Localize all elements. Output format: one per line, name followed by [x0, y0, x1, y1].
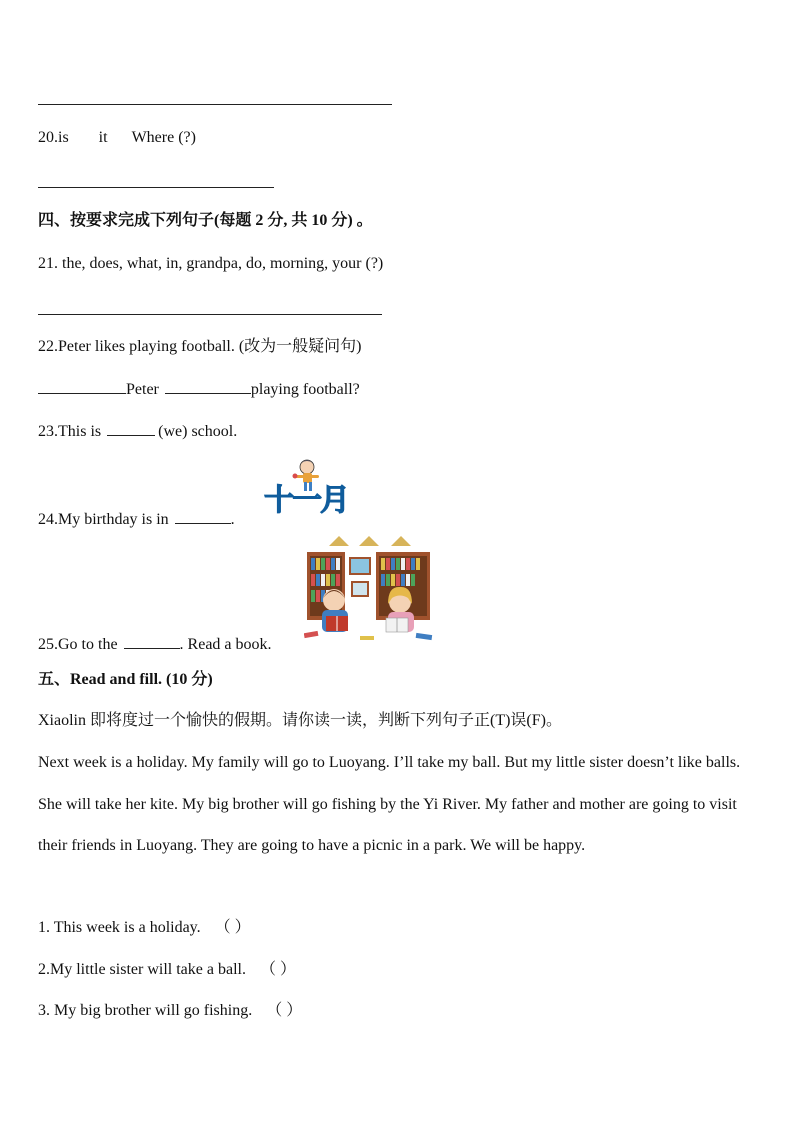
tf-item-1-text: 1. This week is a holiday.: [38, 919, 201, 936]
tf-item-3-text: 3. My big brother will go fishing.: [38, 1002, 253, 1019]
library-picture: [304, 536, 434, 648]
question-22: 22.Peter likes playing football. (改为一般疑问句): [38, 338, 362, 355]
tf-item-3-answer[interactable]: （ ）: [266, 1002, 303, 1019]
q23-after: (we) school.: [158, 423, 238, 440]
q22-blank-2[interactable]: [165, 378, 251, 394]
tf-item-2-text: 2.My little sister will take a ball.: [38, 961, 246, 978]
tf-item-3: [38, 1001, 302, 1021]
tf-item-1: [38, 918, 251, 938]
q25-after: . Read a book.: [179, 636, 272, 653]
answer-line-19[interactable]: [38, 104, 392, 105]
section-5-instruction: Xiaolin 即将度过一个愉快的假期。请你读一读，判断下列句子正(T)误(F)。: [38, 712, 562, 729]
q22-part-a: Peter: [126, 381, 159, 398]
reading-passage: Next week is a holiday. My family will go to Luoyang. I’ll take my ball. But my little sister doesn’t like balls. She will take her kite. My big brother will go fishing by the Yi River. My father and mother are going to visit their friends in Luoyang. They are going to have a picnic in a park. We will be happy.: [38, 754, 741, 854]
november-picture-text: 十一月: [264, 483, 348, 518]
tf-item-1-answer[interactable]: （ ）: [214, 919, 251, 936]
q25-blank[interactable]: [124, 633, 180, 649]
tf-item-2-answer[interactable]: （ ）: [259, 961, 296, 978]
q24-before: 24.My birthday is in: [38, 511, 169, 528]
tf-item-2: [38, 960, 296, 980]
q20-word-3: Where (?): [131, 129, 196, 146]
section-5-title: 五、Read and fill. (10 分): [38, 671, 213, 688]
q23-before: 23.This is: [38, 423, 102, 440]
q24-blank[interactable]: [175, 508, 231, 524]
question-23: [38, 420, 237, 442]
q23-blank[interactable]: [107, 420, 155, 436]
question-25: [38, 633, 272, 655]
section-4-title: 四、按要求完成下列句子(每题 2 分, 共 10 分) 。: [38, 212, 373, 229]
november-picture: [262, 456, 358, 524]
q20-word-1: 20.is: [38, 129, 69, 146]
question-21: 21. the, does, what, in, grandpa, do, morning, your (?): [38, 255, 384, 272]
answer-line-21[interactable]: [38, 314, 382, 315]
answer-line-20[interactable]: [38, 187, 274, 188]
question-24: [38, 508, 235, 530]
q22-blank-1[interactable]: [38, 378, 126, 394]
q24-after: .: [230, 511, 235, 528]
q20-word-2: it: [98, 129, 108, 146]
q25-before: 25.Go to the: [38, 636, 118, 653]
q22-part-b: playing football?: [250, 381, 360, 398]
question-20: [38, 128, 196, 148]
question-22-answer: [38, 378, 360, 400]
